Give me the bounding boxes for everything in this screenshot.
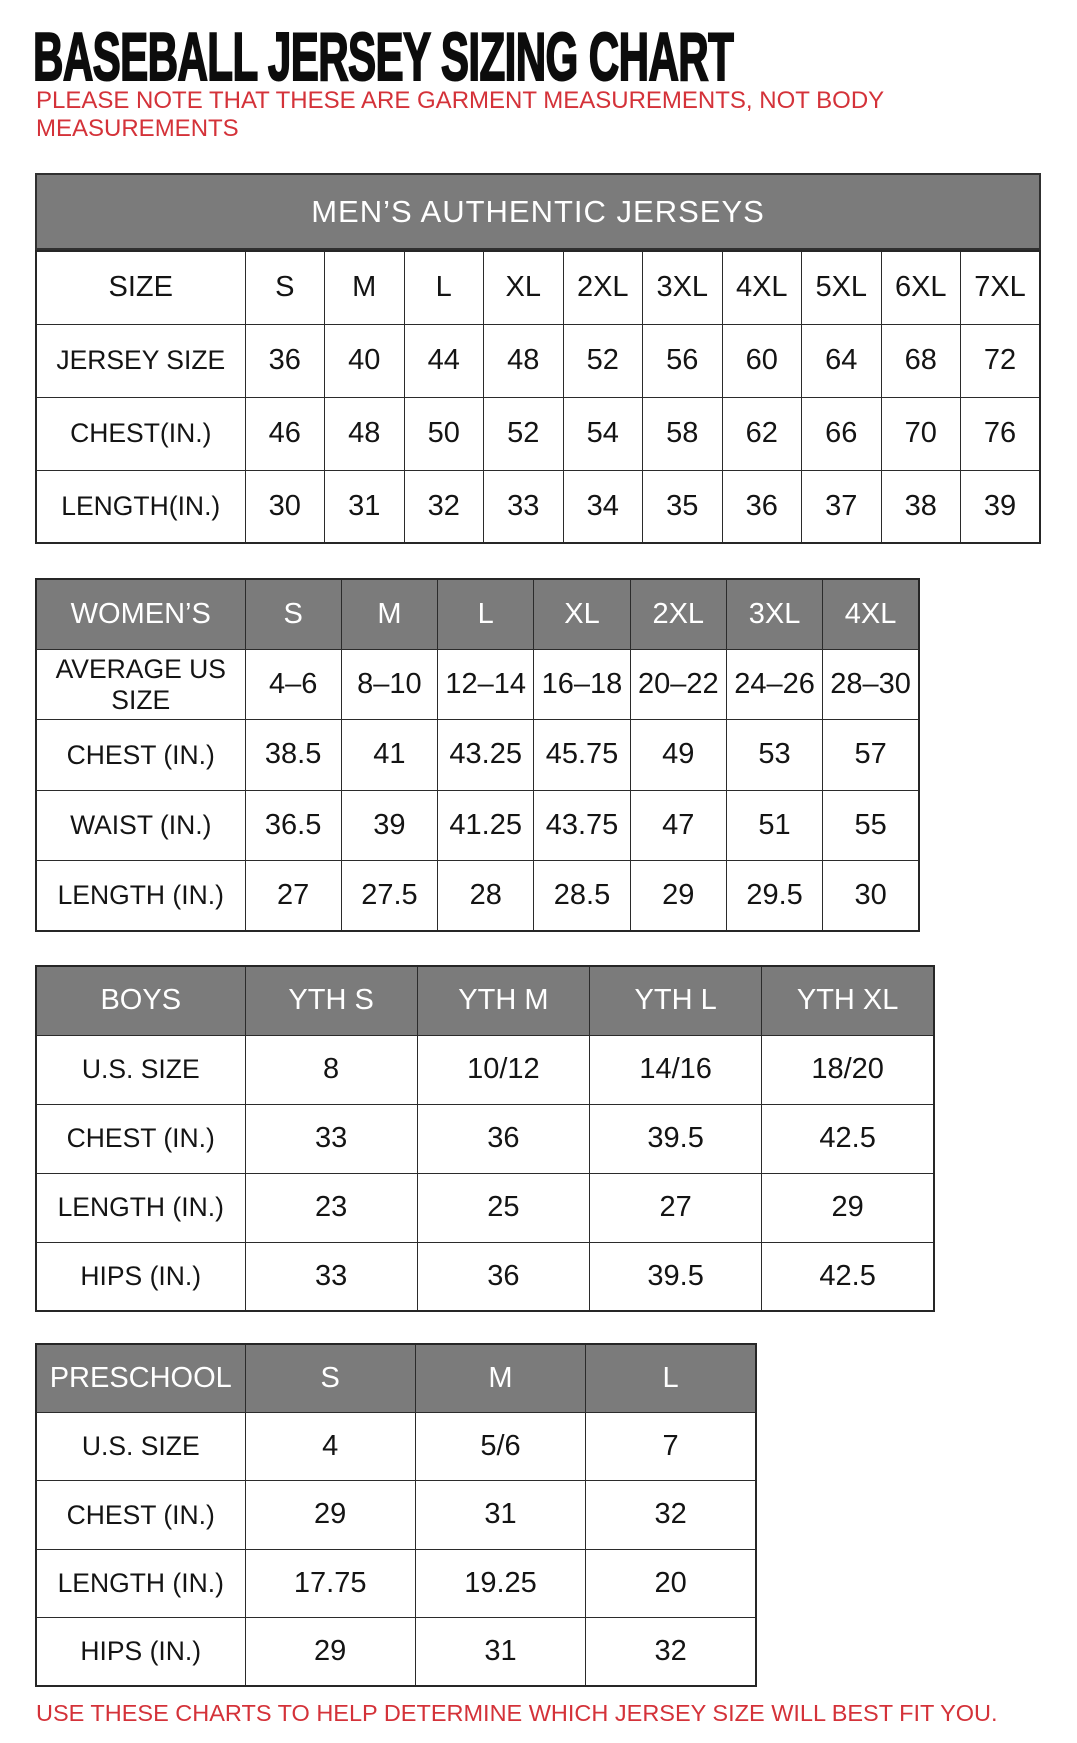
womens-value-cell: 36.5 bbox=[245, 790, 341, 860]
preschool-value-cell: 29 bbox=[245, 1481, 415, 1549]
preschool-value-cell: 4 bbox=[245, 1412, 415, 1480]
boys-row-label: U.S. SIZE bbox=[36, 1035, 245, 1104]
boys-sizing-table bbox=[35, 965, 935, 1312]
womens-size-header: 4XL bbox=[823, 579, 919, 649]
boys-value-cell: 10/12 bbox=[417, 1035, 589, 1104]
mens-header-row bbox=[36, 251, 1040, 324]
mens-size-header: 2XL bbox=[563, 251, 643, 324]
mens-size-header: 7XL bbox=[961, 251, 1041, 324]
womens-value-cell: 51 bbox=[726, 790, 822, 860]
mens-value-cell: 66 bbox=[802, 397, 882, 470]
womens-value-cell: 38.5 bbox=[245, 720, 341, 790]
mens-sizing-table bbox=[35, 250, 1041, 544]
mens-value-cell: 48 bbox=[325, 397, 405, 470]
womens-row-label: AVERAGE US SIZE bbox=[36, 649, 245, 719]
preschool-row-label: U.S. SIZE bbox=[36, 1412, 245, 1480]
mens-value-cell: 72 bbox=[961, 324, 1041, 397]
womens-measurement-row bbox=[36, 861, 919, 931]
mens-authentic-jerseys-banner: MEN’S AUTHENTIC JERSEYS bbox=[35, 173, 1041, 250]
preschool-row-label: HIPS (IN.) bbox=[36, 1618, 245, 1686]
womens-size-header: 3XL bbox=[726, 579, 822, 649]
preschool-value-cell: 32 bbox=[586, 1481, 756, 1549]
womens-value-cell: 49 bbox=[630, 720, 726, 790]
womens-value-cell: 12–14 bbox=[438, 649, 534, 719]
boys-value-cell: 39.5 bbox=[590, 1242, 762, 1311]
womens-value-cell: 16–18 bbox=[534, 649, 630, 719]
preschool-table-name: PRESCHOOL bbox=[36, 1344, 245, 1412]
mens-value-cell: 32 bbox=[404, 470, 484, 543]
boys-measurement-row bbox=[36, 1173, 934, 1242]
mens-value-cell: 76 bbox=[961, 397, 1041, 470]
womens-measurement-row bbox=[36, 649, 919, 719]
womens-value-cell: 30 bbox=[823, 861, 919, 931]
preschool-sizing-table bbox=[35, 1343, 757, 1687]
boys-size-header: YTH M bbox=[417, 966, 589, 1035]
mens-size-header: 3XL bbox=[643, 251, 723, 324]
mens-value-cell: 58 bbox=[643, 397, 723, 470]
mens-measurement-row bbox=[36, 470, 1040, 543]
boys-measurement-row bbox=[36, 1242, 934, 1311]
preschool-measurement-row bbox=[36, 1481, 756, 1549]
mens-row-label: LENGTH(IN.) bbox=[36, 470, 245, 543]
mens-value-cell: 34 bbox=[563, 470, 643, 543]
mens-value-cell: 39 bbox=[961, 470, 1041, 543]
preschool-size-header: M bbox=[415, 1344, 585, 1412]
mens-value-cell: 64 bbox=[802, 324, 882, 397]
boys-value-cell: 33 bbox=[245, 1242, 417, 1311]
boys-value-cell: 33 bbox=[245, 1104, 417, 1173]
mens-value-cell: 37 bbox=[802, 470, 882, 543]
womens-value-cell: 53 bbox=[726, 720, 822, 790]
mens-value-cell: 50 bbox=[404, 397, 484, 470]
boys-row-label: CHEST (IN.) bbox=[36, 1104, 245, 1173]
boys-value-cell: 27 bbox=[590, 1173, 762, 1242]
womens-measurement-row bbox=[36, 790, 919, 860]
boys-value-cell: 18/20 bbox=[762, 1035, 934, 1104]
mens-size-header: XL bbox=[484, 251, 564, 324]
womens-value-cell: 28–30 bbox=[823, 649, 919, 719]
womens-value-cell: 28 bbox=[438, 861, 534, 931]
mens-size-header: 5XL bbox=[802, 251, 882, 324]
boys-value-cell: 42.5 bbox=[762, 1242, 934, 1311]
womens-value-cell: 29 bbox=[630, 861, 726, 931]
preschool-value-cell: 29 bbox=[245, 1618, 415, 1686]
preschool-measurement-row bbox=[36, 1412, 756, 1480]
womens-size-header: 2XL bbox=[630, 579, 726, 649]
mens-value-cell: 68 bbox=[881, 324, 961, 397]
boys-value-cell: 14/16 bbox=[590, 1035, 762, 1104]
womens-value-cell: 27.5 bbox=[341, 861, 437, 931]
mens-table-name: SIZE bbox=[36, 251, 245, 324]
mens-value-cell: 52 bbox=[484, 397, 564, 470]
womens-table-name: WOMEN’S bbox=[36, 579, 245, 649]
womens-size-header: M bbox=[341, 579, 437, 649]
mens-value-cell: 36 bbox=[722, 470, 802, 543]
mens-value-cell: 35 bbox=[643, 470, 723, 543]
boys-size-header: YTH S bbox=[245, 966, 417, 1035]
womens-sizing-table bbox=[35, 578, 920, 932]
mens-row-label: CHEST(IN.) bbox=[36, 397, 245, 470]
preschool-measurement-row bbox=[36, 1618, 756, 1686]
mens-value-cell: 30 bbox=[245, 470, 325, 543]
boys-value-cell: 36 bbox=[417, 1242, 589, 1311]
womens-value-cell: 20–22 bbox=[630, 649, 726, 719]
womens-row-label: LENGTH (IN.) bbox=[36, 861, 245, 931]
boys-value-cell: 29 bbox=[762, 1173, 934, 1242]
preschool-value-cell: 31 bbox=[415, 1618, 585, 1686]
mens-value-cell: 31 bbox=[325, 470, 405, 543]
boys-value-cell: 42.5 bbox=[762, 1104, 934, 1173]
mens-value-cell: 62 bbox=[722, 397, 802, 470]
womens-value-cell: 55 bbox=[823, 790, 919, 860]
boys-value-cell: 8 bbox=[245, 1035, 417, 1104]
mens-value-cell: 60 bbox=[722, 324, 802, 397]
womens-value-cell: 41.25 bbox=[438, 790, 534, 860]
mens-measurement-row bbox=[36, 397, 1040, 470]
womens-value-cell: 28.5 bbox=[534, 861, 630, 931]
boys-value-cell: 25 bbox=[417, 1173, 589, 1242]
preschool-value-cell: 7 bbox=[586, 1412, 756, 1480]
mens-value-cell: 48 bbox=[484, 324, 564, 397]
garment-measurement-note: PLEASE NOTE THAT THESE ARE GARMENT MEASUREMENTS, NOT BODY MEASUREMENTS bbox=[36, 87, 884, 143]
womens-row-label: CHEST (IN.) bbox=[36, 720, 245, 790]
preschool-value-cell: 5/6 bbox=[415, 1412, 585, 1480]
mens-size-header: S bbox=[245, 251, 325, 324]
womens-value-cell: 43.75 bbox=[534, 790, 630, 860]
mens-value-cell: 38 bbox=[881, 470, 961, 543]
womens-value-cell: 8–10 bbox=[341, 649, 437, 719]
womens-size-header: L bbox=[438, 579, 534, 649]
womens-size-header: XL bbox=[534, 579, 630, 649]
preschool-row-label: LENGTH (IN.) bbox=[36, 1549, 245, 1617]
mens-size-header: 6XL bbox=[881, 251, 961, 324]
preschool-value-cell: 32 bbox=[586, 1618, 756, 1686]
womens-value-cell: 39 bbox=[341, 790, 437, 860]
boys-header-row bbox=[36, 966, 934, 1035]
mens-value-cell: 44 bbox=[404, 324, 484, 397]
mens-value-cell: 56 bbox=[643, 324, 723, 397]
boys-measurement-row bbox=[36, 1035, 934, 1104]
preschool-header-row bbox=[36, 1344, 756, 1412]
boys-row-label: LENGTH (IN.) bbox=[36, 1173, 245, 1242]
womens-value-cell: 41 bbox=[341, 720, 437, 790]
boys-size-header: YTH L bbox=[590, 966, 762, 1035]
preschool-value-cell: 31 bbox=[415, 1481, 585, 1549]
womens-header-row bbox=[36, 579, 919, 649]
preschool-size-header: L bbox=[586, 1344, 756, 1412]
womens-value-cell: 47 bbox=[630, 790, 726, 860]
mens-value-cell: 52 bbox=[563, 324, 643, 397]
womens-value-cell: 24–26 bbox=[726, 649, 822, 719]
preschool-value-cell: 20 bbox=[586, 1549, 756, 1617]
mens-value-cell: 33 bbox=[484, 470, 564, 543]
mens-value-cell: 54 bbox=[563, 397, 643, 470]
womens-measurement-row bbox=[36, 720, 919, 790]
boys-measurement-row bbox=[36, 1104, 934, 1173]
mens-value-cell: 46 bbox=[245, 397, 325, 470]
womens-value-cell: 45.75 bbox=[534, 720, 630, 790]
womens-value-cell: 27 bbox=[245, 861, 341, 931]
boys-value-cell: 39.5 bbox=[590, 1104, 762, 1173]
preschool-measurement-row bbox=[36, 1549, 756, 1617]
boys-table-name: BOYS bbox=[36, 966, 245, 1035]
boys-size-header: YTH XL bbox=[762, 966, 934, 1035]
womens-value-cell: 43.25 bbox=[438, 720, 534, 790]
page-title: BASEBALL JERSEY SIZING CHART bbox=[33, 19, 734, 95]
mens-row-label: JERSEY SIZE bbox=[36, 324, 245, 397]
womens-value-cell: 57 bbox=[823, 720, 919, 790]
fit-advice-note: USE THESE CHARTS TO HELP DETERMINE WHICH JERSEY SIZE WILL BEST FIT YOU. bbox=[36, 1700, 998, 1726]
mens-size-header: L bbox=[404, 251, 484, 324]
mens-value-cell: 40 bbox=[325, 324, 405, 397]
womens-size-header: S bbox=[245, 579, 341, 649]
preschool-value-cell: 19.25 bbox=[415, 1549, 585, 1617]
womens-value-cell: 29.5 bbox=[726, 861, 822, 931]
preschool-size-header: S bbox=[245, 1344, 415, 1412]
preschool-value-cell: 17.75 bbox=[245, 1549, 415, 1617]
mens-measurement-row bbox=[36, 324, 1040, 397]
womens-value-cell: 4–6 bbox=[245, 649, 341, 719]
boys-value-cell: 36 bbox=[417, 1104, 589, 1173]
mens-size-header: M bbox=[325, 251, 405, 324]
boys-value-cell: 23 bbox=[245, 1173, 417, 1242]
mens-size-header: 4XL bbox=[722, 251, 802, 324]
mens-value-cell: 36 bbox=[245, 324, 325, 397]
boys-row-label: HIPS (IN.) bbox=[36, 1242, 245, 1311]
womens-row-label: WAIST (IN.) bbox=[36, 790, 245, 860]
mens-value-cell: 70 bbox=[881, 397, 961, 470]
preschool-row-label: CHEST (IN.) bbox=[36, 1481, 245, 1549]
